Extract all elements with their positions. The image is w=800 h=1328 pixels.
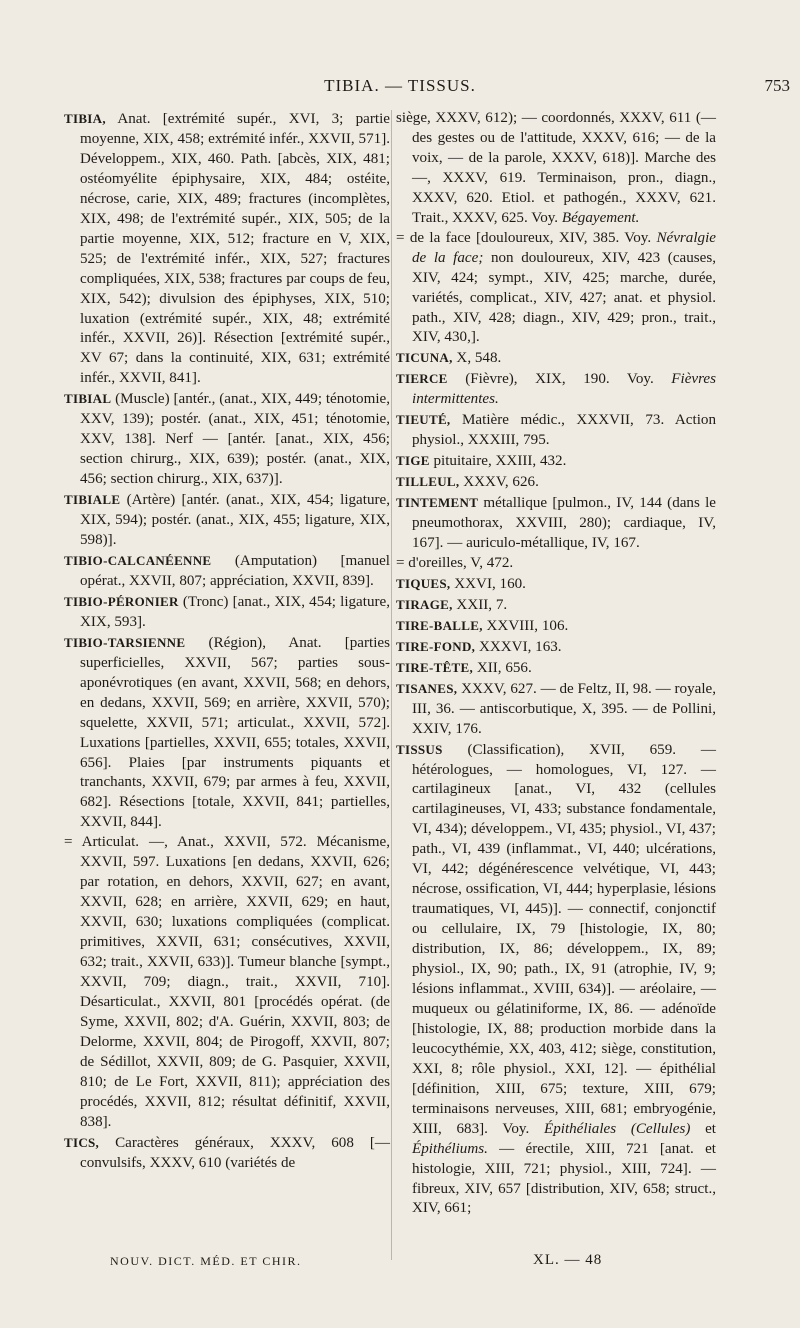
footer-sheet-number: XL. — 48 (533, 1252, 603, 1268)
entry-headword: TIRE-TÊTE, (396, 659, 474, 675)
entry-headword: TIRE-BALLE, (396, 617, 483, 633)
entry-italic: Fièvres intermittentes. (412, 371, 716, 408)
footer-signature: NOUV. DICT. MÉD. ET CHIR. (110, 1254, 302, 1268)
entry-text: (Région), Anat. [parties superficielles, XXVII, 567; parties sous-aponévrotiques (en avant, XXVII, 568; en dehors, en dedans, XXVII, 569; en arrière, XXVII, 570); squelette, XXVII, 571; articulat., XXVII, 572]. Luxations [partielles, XXVII, 655; totales, XXVII, 656]. Plaies [par instruments piquants et tranchants, XXVII, 679; par armes à feu, XXVII, 682]. Résections [totale, XXVII, 841; partielles, XXVII, 844]. (80, 634, 390, 831)
entry-headword: TIEUTÉ, (396, 412, 451, 428)
entry-text: pituitaire, XXIII, 432. (429, 453, 567, 470)
entry-text: Matière médic., XXXVII, 73. Action physiol., XXXIII, 795. (412, 412, 716, 449)
entry-headword: TIBIO-CALCANÉENNE (64, 552, 212, 568)
page-header (0, 72, 800, 102)
entry-headword: TIBIALE (64, 492, 121, 508)
entry-text: (Classification), XVII, 659. — hétérologues, — homologues, VI, 127. — cartilagineux [anat., VI, 432 (cellules cartilagineuses, VI, 433; substance fondamentale, VI, 434); développem., VI, 435; physiol., VI, 437; path., VI, 439 (inflammat., VI, 440; ulcérations, VI, 442; dégénérescence velvétique, VI, 443; nécrose, ossification, VI, 444; hyperplasie, lésions traumatiques, VI, 445)]. — connectif, conjonctif ou cellulaire, IX, 79 [histologie, IX, 80; distribution, IX, 86; développem., IX, 89; physiol., IX, 90; path., IX, 91 (atrophie, IV, 9; lésions inflammat., XVIII, 634)]. — aréolaire, — muqueux ou gélatiniforme, IX, 86. — adénoïde [histologie, IX, 88; production morbide dans la leucocythémie, XX, 403, 412; siège, constitution, XXI, 8; rôle physiol., XXI, 12]. — épithélial [définition, XIII, 675; texture, XIII, 679; terminaisons nerveuses, XIII, 681; embryogénie, XIII, 683]. Voy. (412, 741, 716, 1137)
column-divider (391, 110, 392, 1260)
page-number: 753 (764, 76, 790, 95)
entry-text: Anat. [extrémité supér., XVI, 3; partie moyenne, XIX, 458; extrémité infér., XXVII, 571]. Développem., XIX, 460. Path. [abcès, XIX, 481; ostéomyélite épiphysaire, XIX, 484; ostéite, nécrose, carie, XIX, 489; fractures (incomplètes, XIX, 498; de l'extrémité supér., XIX, 505; de la partie moyenne, XIX, 512; fracture en V, XIX, 525; de l'extrémité infér., XIX, 527; fractures compliquées, XIX, 538; fractures par coups de feu, XIX, 542); divulsion des épiphyses, XIX, 510; luxation (extrémité supér., XIX, 48; extrémité infér., XXVII, 26)]. Résection [extrémité supér., XV 67; dans la continuité, XIX, 631; extrémité infér., XXVII, 841]. (80, 111, 390, 387)
entry-headword: TICS, (64, 1134, 100, 1150)
entry-text: = d'oreilles, V, 472. (396, 554, 514, 571)
entry-italic: Épithéliums. (412, 1140, 488, 1157)
entry-text: = Articulat. —, Anat., XXVII, 572. Mécanisme, XXVII, 597. Luxations [en dedans, XXVII, 626; par rotation, en dehors, XXVII, 627; en avant, XXVII, 628; en arrière, XXVII, 629; en haut, XXVII, 630; luxations compliquées (complicat. primitives, XXVII, 631; consécutives, XXVII, 632; trait., XXVII, 633)]. Tumeur blanche [sympt., XXVII, 709; diagn., trait., XXVII, 710]. Désarticulat., XXVII, 801 [procédés opérat. (de Syme, XXVII, 802; d'A. Guérin, XXVII, 803; de Delorme, XXVII, 804; de Pirogoff, XXVII, 807; de Sédillot, XXVII, 809; de G. Pasquier, XXVII, 810; de Le Fort, XXVII, 811); appréciation des procédés, XXVII, 812; résultat définitif, XXVII, 838]. (64, 834, 390, 1130)
entry (396, 348, 716, 369)
entry-text: XXII, 7. (452, 596, 508, 613)
entry-text: siège, XXXV, 612); — coordonnés, XXXV, 611 (— des gestes ou de l'attitude, XXXV, 616; — de la voix, — de la parole, XXXV, 618)]. Marche des —, XXXV, 619. Terminaison, pron., diagn., XXXV, 620. Etiol. et pathogén., XXXV, 621. Trait., XXXV, 625. Voy. (396, 110, 716, 226)
entry-headword: TIRAGE, (396, 596, 453, 612)
right-column (396, 109, 716, 1219)
entry (396, 574, 716, 595)
entry-headword: TIRE-FOND, (396, 638, 476, 654)
entry (64, 1133, 390, 1174)
entry-headword: TIBIAL (64, 391, 112, 407)
entry-text: — érectile, XIII, 721 [anat. et histologie, XIII, 721; physiol., XIII, 724]. — fibreux, XIV, 657 [distribution, XIV, 658; struct., XIV, 661; (412, 1140, 716, 1217)
entry-headword: TIERCE (396, 371, 448, 387)
entry (396, 451, 716, 472)
entry-headword: TIBIO-PÉRONIER (64, 593, 179, 609)
entry (396, 658, 716, 679)
entry-italic: Épithéliales (Cellules) (543, 1120, 691, 1137)
entry (396, 109, 716, 229)
entry (64, 490, 390, 551)
running-title: TIBIA. — TISSUS. (324, 76, 476, 95)
entry (64, 109, 390, 389)
entry-italic: Bégayement. (561, 209, 640, 226)
entry (396, 472, 716, 493)
entry-text: XXXV, 626. (459, 474, 539, 491)
entry (396, 595, 716, 616)
entry-text: Caractères généraux, XXXV, 608 [— convulsifs, XXXV, 610 (variétés de (80, 1134, 390, 1171)
entry-text: = de la face [douloureux, XIV, 385. Voy. (396, 229, 657, 246)
entry (396, 740, 716, 1220)
entry-headword: TICUNA, (396, 350, 453, 366)
entry-text: XXXVI, 163. (475, 638, 562, 655)
entry (64, 389, 390, 490)
left-column (64, 109, 390, 1174)
entry-text: XXXV, 627. — de Feltz, II, 98. — royale, III, 36. — antiscorbutique, X, 395. — de Pollini, XXIV, 176. (412, 680, 716, 737)
entry-headword: TINTEMENT (396, 495, 479, 511)
entry-text: (Muscle) [antér., (anat., XIX, 449; ténotomie, XXV, 139); postér. (anat., XIX, 451; ténotomie, XXV, 138]. Nerf — [antér. [anat., XIX, 456; section chirurg., XIX, 639); postér. (anat., XIX, 456; section chirurg., XIX, 637)]. (80, 391, 390, 488)
entry-headword: TISANES, (396, 680, 458, 696)
entry-text: (Amputation) [manuel opérat., XXVII, 807; appréciation, XXVII, 839]. (80, 552, 390, 589)
entry-text: XXVIII, 106. (482, 617, 569, 634)
entry-headword: TIQUES, (396, 575, 451, 591)
entry (396, 679, 716, 740)
entry-text: X, 548. (452, 350, 502, 367)
entry (396, 369, 716, 410)
entry-headword: TIBIO-TARSIENNE (64, 634, 186, 650)
entry-text: métallique [pulmon., IV, 144 (dans le pneumothorax, XXVIII, 280); cardiaque, IV, 167]. — auriculo-métallique, IV, 167. (412, 495, 716, 552)
entry-text: XXVI, 160. (450, 575, 526, 592)
entry (64, 592, 390, 633)
entry-text: non douloureux, XIV, 423 (causes, XIV, 424; sympt., XIV, 425; marche, durée, variétés, complicat., XIV, 427; anat. et physiol. path., XIV, 428; diagn., XIV, 429; pron., trait., XIV, 430,]. (412, 249, 717, 346)
entry-text: (Tronc) [anat., XIX, 454; ligature, XIX, 593]. (80, 593, 390, 630)
entry-text: (Fièvre), XIX, 190. Voy. (447, 371, 672, 388)
entry-text: et (690, 1120, 716, 1137)
entry-headword: TIGE (396, 453, 430, 469)
entry (396, 493, 716, 554)
entry (64, 833, 390, 1132)
entry-headword: TISSUS (396, 741, 443, 757)
entry-text: XII, 656. (473, 659, 532, 676)
entry-text: (Artère) [antér. (anat., XIX, 454; ligature, XIX, 594); postér. (anat., XIX, 455; ligature, XIX, 598)]. (80, 492, 390, 549)
entry (64, 633, 390, 834)
page-footer (0, 1248, 800, 1278)
entry (396, 410, 716, 451)
entry (396, 229, 716, 349)
entry-headword: TIBIA, (64, 111, 106, 126)
entry (396, 616, 716, 637)
entry (396, 554, 716, 574)
entry (396, 637, 716, 658)
entry-italic: Névralgie de la face; (412, 229, 716, 266)
entry-headword: TILLEUL, (396, 474, 460, 490)
entry (64, 551, 390, 592)
